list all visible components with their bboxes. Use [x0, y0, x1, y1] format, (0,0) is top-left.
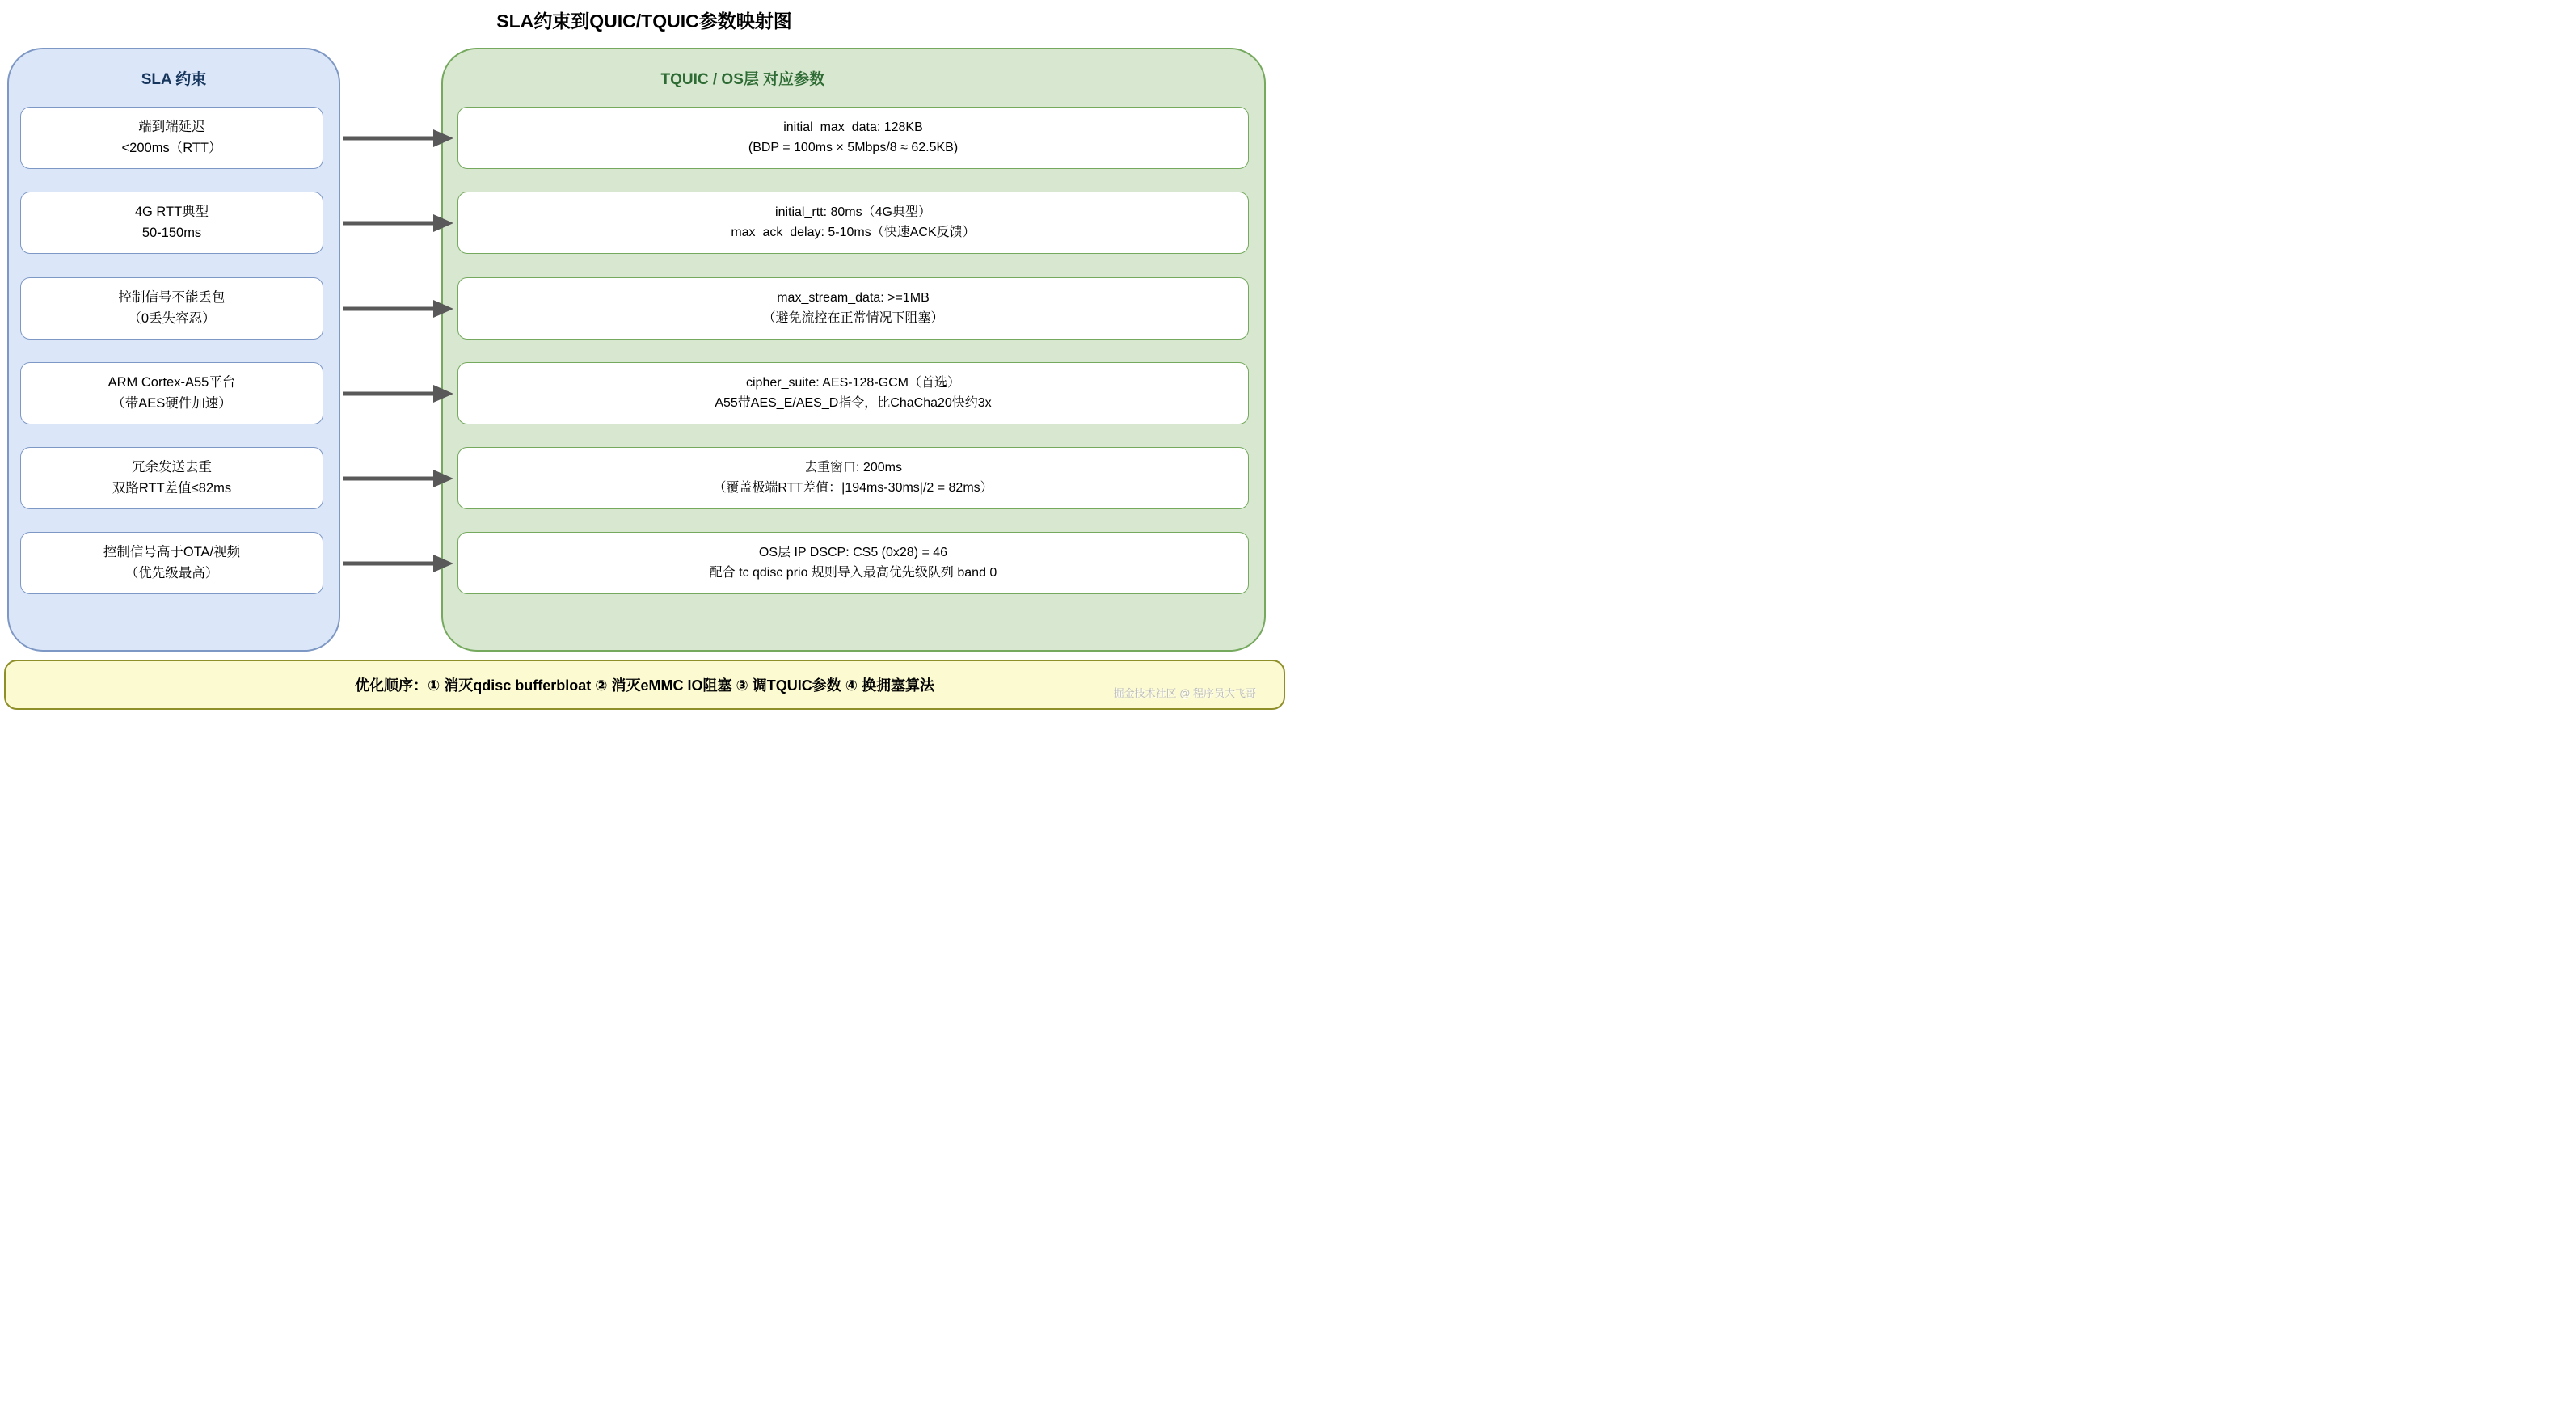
tquic-param-2-line2: max_ack_delay: 5-10ms（快速ACK反馈） — [731, 225, 976, 239]
sla-constraint-1-line2: <200ms（RTT） — [121, 140, 222, 155]
sla-constraint-box-4 — [20, 362, 323, 424]
tquic-param-4-line1: cipher_suite: AES-128-GCM（首选） — [746, 375, 960, 390]
tquic-param-box-1 — [457, 107, 1249, 169]
tquic-param-2-line1: initial_rtt: 80ms（4G典型） — [775, 205, 931, 219]
tquic-param-box-2 — [457, 192, 1249, 254]
tquic-param-5-line1: 去重窗口: 200ms — [804, 460, 902, 475]
watermark-text: 掘金技术社区 @ 程序员大飞哥 — [1113, 687, 1256, 699]
diagram-canvas — [0, 0, 1288, 711]
arrow-right-icon — [343, 554, 453, 573]
tquic-param-4-line2: A55带AES_E/AES_D指令，比ChaCha20快约3x — [715, 395, 992, 410]
arrow-right-icon — [343, 299, 453, 319]
optimization-order-text: 优化顺序：① 消灭qdisc bufferbloat ② 消灭eMMC IO阻塞 ③ 调TQUIC参数 ④ 换拥塞算法 — [355, 677, 934, 694]
optimization-order-banner — [4, 660, 1285, 710]
mapping-row-4 — [0, 362, 1288, 424]
sla-panel-title: SLA 约束 — [141, 71, 207, 88]
sla-constraint-1-line1: 端到端延迟 — [138, 119, 205, 134]
sla-constraint-5-line2: 双路RTT差值≤82ms — [112, 480, 232, 496]
sla-constraint-2-line1: 4G RTT典型 — [134, 204, 209, 219]
mapping-row-6 — [0, 532, 1288, 594]
tquic-param-box-4 — [457, 362, 1249, 424]
sla-constraint-4-line2: （带AES硬件加速） — [112, 395, 232, 411]
sla-constraint-box-6 — [20, 532, 323, 594]
arrow-right-icon — [343, 384, 453, 403]
sla-constraint-5-line1: 冗余发送去重 — [132, 459, 212, 475]
mapping-row-5 — [0, 447, 1288, 509]
arrow-right-icon — [343, 129, 453, 148]
sla-constraint-6-line2: （优先级最高） — [124, 565, 219, 580]
sla-constraint-2-line2: 50-150ms — [141, 225, 202, 240]
tquic-param-6-line2: 配合 tc qdisc prio 规则导入最高优先级队列 band 0 — [709, 565, 997, 580]
tquic-param-6-line1: OS层 IP DSCP: CS5 (0x28) = 46 — [758, 545, 948, 559]
sla-constraint-box-5 — [20, 447, 323, 509]
sla-constraint-4-line1: ARM Cortex-A55平台 — [108, 374, 236, 390]
tquic-panel-title: TQUIC / OS层 对应参数 — [660, 71, 825, 88]
sla-constraint-box-2 — [20, 192, 323, 254]
tquic-param-box-5 — [457, 447, 1249, 509]
tquic-param-1-line2: (BDP = 100ms × 5Mbps/8 ≈ 62.5KB) — [748, 140, 959, 154]
tquic-param-box-3 — [457, 277, 1249, 340]
sla-constraint-6-line1: 控制信号高于OTA/视频 — [103, 544, 241, 559]
mapping-row-3 — [0, 277, 1288, 340]
arrow-right-icon — [343, 469, 453, 488]
tquic-param-box-6 — [457, 532, 1249, 594]
sla-constraint-box-1 — [20, 107, 323, 169]
sla-constraint-3-line1: 控制信号不能丢包 — [118, 289, 226, 305]
tquic-param-5-line2: （覆盖极端RTT差值：|194ms-30ms|/2 = 82ms） — [713, 480, 993, 495]
sla-constraint-box-3 — [20, 277, 323, 340]
mapping-row-2 — [0, 192, 1288, 254]
tquic-param-3-line1: max_stream_data: >=1MB — [777, 290, 930, 305]
tquic-param-1-line1: initial_max_data: 128KB — [783, 120, 923, 134]
tquic-param-3-line2: （避免流控在正常情况下阻塞） — [762, 310, 944, 325]
mapping-row-1 — [0, 107, 1288, 169]
sla-constraint-3-line2: （0丢失容忍） — [128, 310, 216, 326]
arrow-right-icon — [343, 213, 453, 233]
page-title: SLA约束到QUIC/TQUIC参数映射图 — [496, 11, 792, 32]
